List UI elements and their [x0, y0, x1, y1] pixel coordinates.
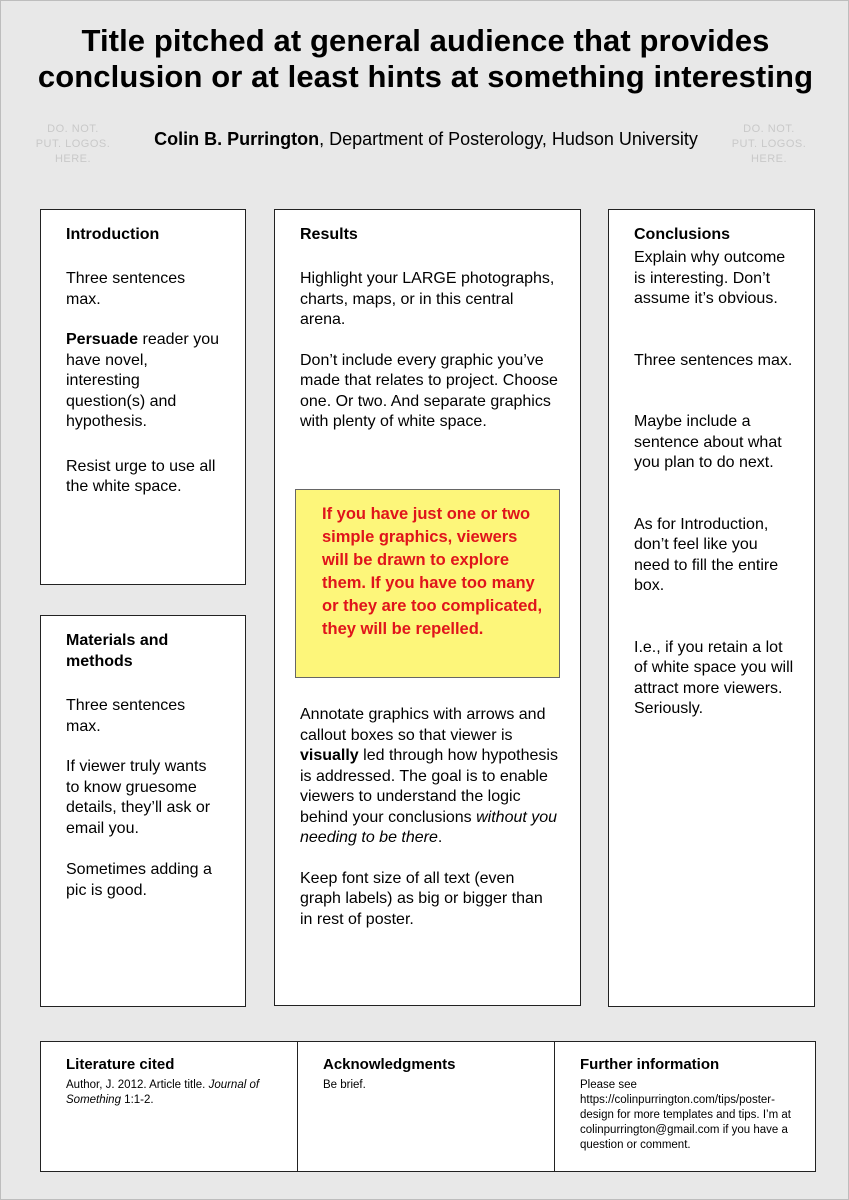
logo-placeholder-right-line: PUT. LOGOS. [731, 138, 807, 150]
title-line-2: conclusion or at least hints at something interesting [37, 59, 814, 94]
results-paragraph: Highlight your LARGE photographs, charts, maps, or in this central arena. [300, 270, 555, 328]
author-name: Colin B. Purrington [154, 129, 320, 149]
conclusions-heading: Conclusions [634, 226, 731, 243]
results-paragraph: Don’t include every graphic you’ve made that relates to project. Choose one. Or two. And separate graphics with plenty of white space. [300, 351, 558, 430]
results-paragraph [300, 705, 558, 849]
conclusions-paragraph: As for Introduction, don’t feel like you need to fill the entire box. [634, 515, 779, 594]
footer-section [40, 1041, 816, 1172]
logo-placeholder-right [719, 122, 819, 167]
methods-paragraph: If viewer truly wants to know gruesome details, they’ll ask or email you. [66, 758, 211, 837]
methods-section [40, 615, 246, 1007]
methods-paragraph: Three sentences max. [66, 697, 186, 735]
results-italic-text: without you needing to be there [300, 808, 558, 846]
callout-box: If you have just one or two simple graphics, viewers will be drawn to explore them. If you have too many or they are too complicated, they will be repelled. [295, 489, 560, 678]
results-heading: Results [300, 226, 358, 243]
further-information-section [554, 1042, 816, 1171]
acknowledgments-section [297, 1042, 554, 1171]
title-line-1: Title pitched at general audience that provides [81, 23, 770, 58]
introduction-paragraph: Resist urge to use all the white space. [66, 457, 216, 495]
introduction-section [40, 209, 246, 585]
conclusions-paragraph: Three sentences max. [634, 351, 793, 369]
literature-heading: Literature cited [66, 1056, 175, 1073]
acknowledgments-text: Be brief. [323, 1079, 366, 1091]
author-line [131, 127, 721, 151]
citation-text: 1:1-2. [120, 1094, 154, 1106]
visually-emphasis: visually [300, 747, 359, 764]
methods-heading: Materials and methods [66, 632, 169, 670]
citation-text: Author, J. 2012. Article title. [66, 1079, 209, 1091]
logo-placeholder-right-line: DO. NOT. [743, 123, 795, 135]
conclusions-paragraph: Maybe include a sentence about what you plan to do next. [634, 413, 782, 471]
introduction-paragraph: Three sentences max. [66, 270, 186, 308]
conclusions-section [608, 209, 815, 1007]
further-information-text: Please see https://colinpurrington.com/tips/poster-design for more templates and tips. I’m at colinpurrington@gmail.com if you have a question or comment. [580, 1079, 791, 1151]
author-department: , Department of Posterology, [319, 129, 552, 149]
poster-title [21, 23, 830, 95]
logo-placeholder-right-line: HERE. [750, 153, 788, 165]
introduction-paragraph-text: reader you have novel, interesting question(s) and hypothesis. [66, 331, 219, 430]
literature-citation [66, 1078, 287, 1108]
results-paragraph: Keep font size of all text (even graph labels) as big or bigger than in rest of poster. [300, 869, 543, 928]
acknowledgments-heading: Acknowledgments [323, 1056, 456, 1073]
results-section [274, 209, 581, 1006]
introduction-paragraph [66, 330, 221, 433]
persuade-emphasis: Persuade [66, 331, 139, 348]
further-information-heading: Further information [580, 1056, 720, 1073]
logo-placeholder-left-line: HERE. [54, 153, 92, 165]
results-paragraph-text: led through how hypothesis is addressed. The goal is to enable viewers to understand the logic behind your conclusions [300, 747, 558, 826]
author-institution: Hudson University [551, 129, 698, 149]
journal-name: Journal of Something [66, 1079, 260, 1106]
literature-cited-section [41, 1042, 297, 1171]
results-paragraph-text: Annotate graphics with arrows and callout boxes so that viewer is [300, 706, 546, 744]
results-paragraph-text: . [437, 829, 443, 846]
logo-placeholder-left-line: PUT. LOGOS. [35, 138, 111, 150]
logo-placeholder-left [23, 122, 123, 167]
logo-placeholder-left-line: DO. NOT. [47, 123, 99, 135]
conclusions-paragraph: I.e., if you retain a lot of white space you will attract more viewers. Seriously. [634, 638, 794, 717]
conclusions-paragraph: Explain why outcome is interesting. Don’t assume it’s obvious. [634, 249, 786, 307]
introduction-heading: Introduction [66, 226, 160, 243]
methods-paragraph: Sometimes adding a pic is good. [66, 861, 212, 899]
